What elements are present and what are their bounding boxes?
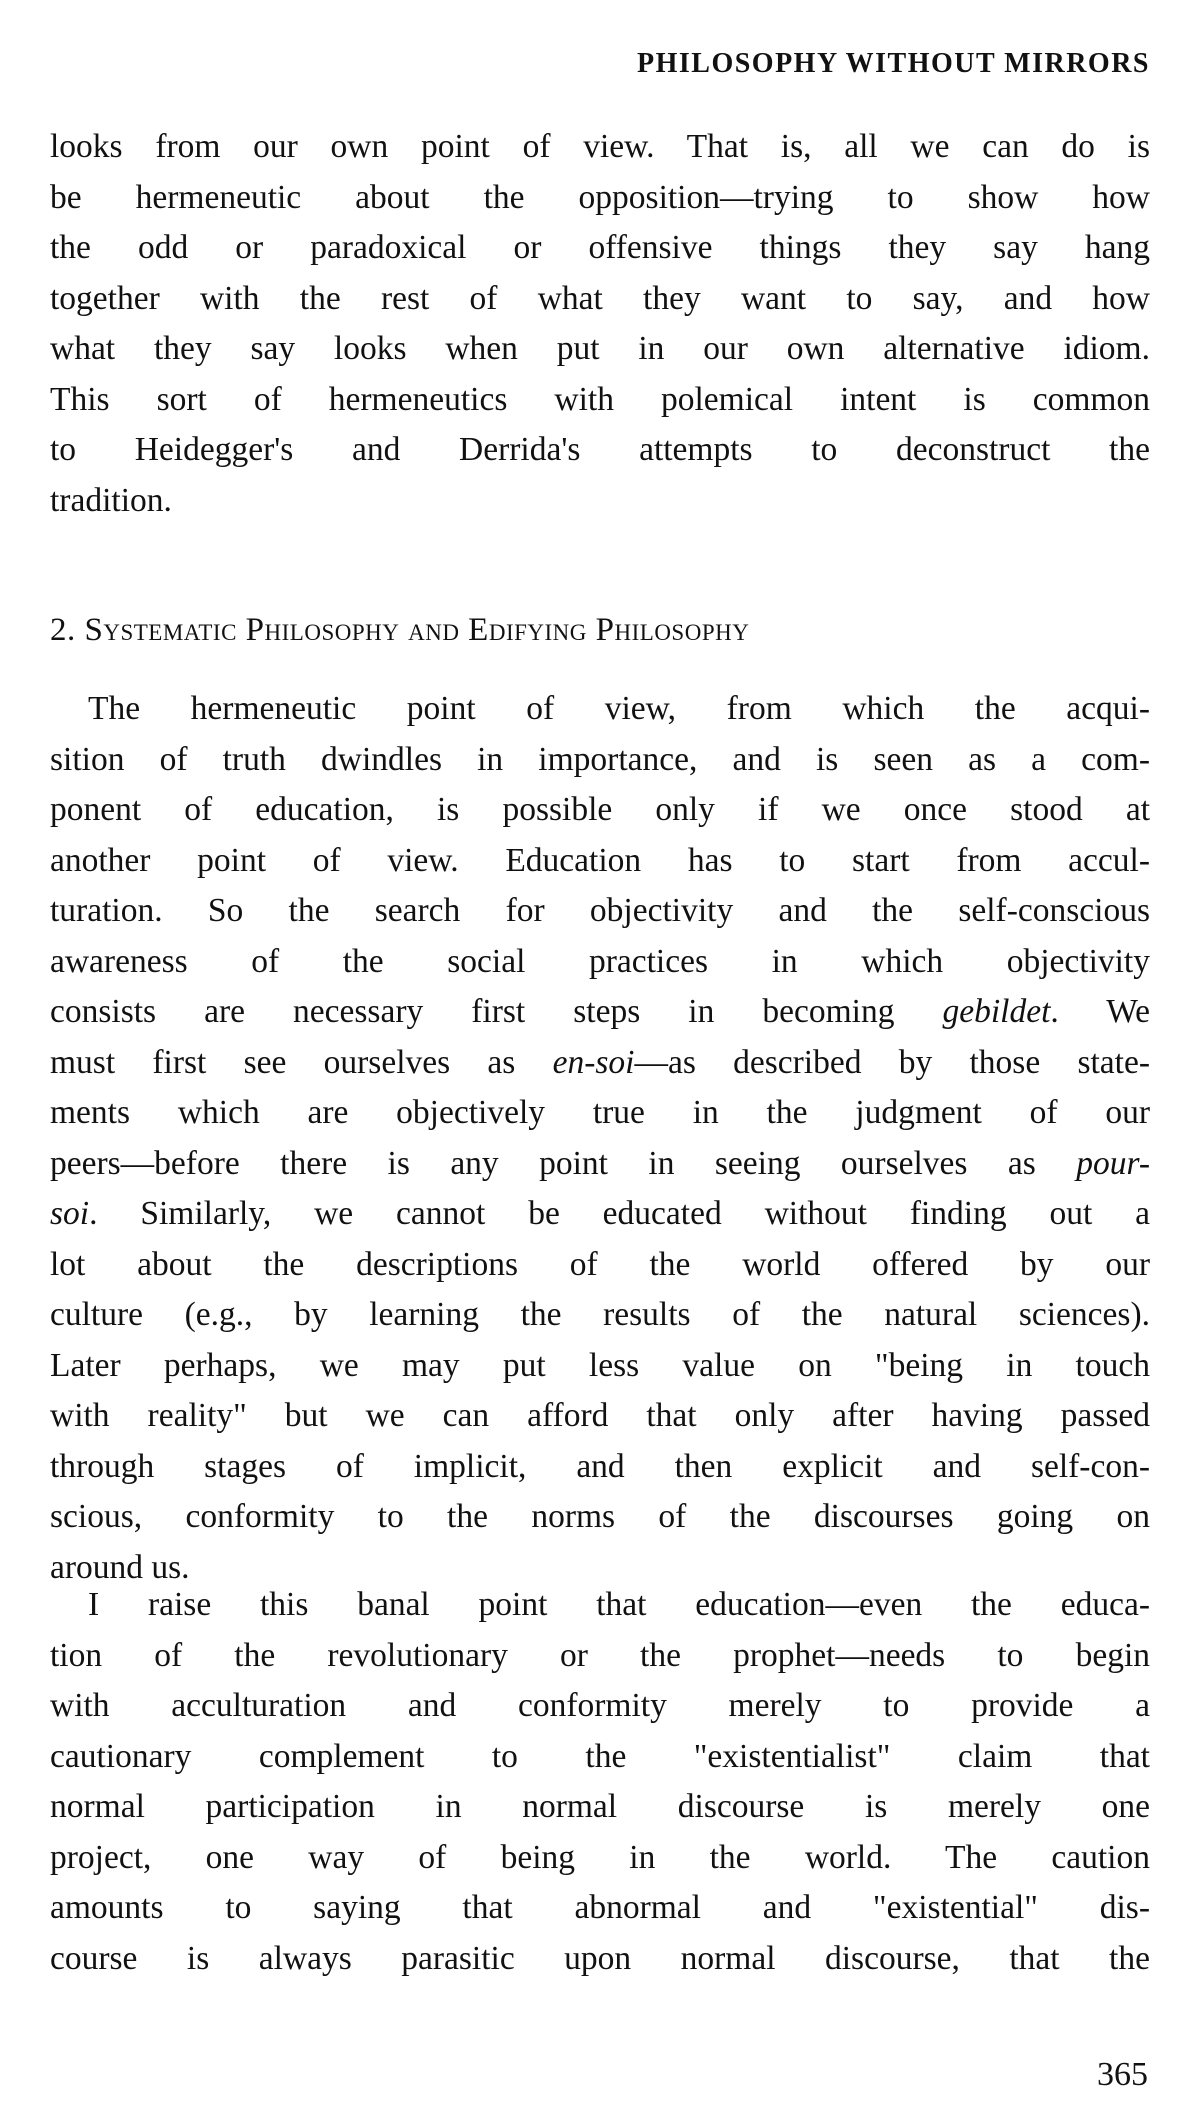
italic-term: en-soi [552,1043,635,1081]
text-line: scious, conformity to the norms of the discourses going on [50,1498,1150,1535]
paragraph [50,684,1150,1593]
section-heading [50,612,749,649]
text-run: consists are necessary first steps in becoming [50,993,895,1030]
text-run: . We [1050,993,1151,1030]
text-line: around us. [50,1548,190,1586]
text-line-mixed [50,1038,1150,1089]
text-line: I raise this banal point that education—even the educa- [88,1586,1150,1623]
page-number: 365 [1097,2056,1148,2093]
text-run: peers—before there is any point in seeing ourselves as [50,1144,1036,1182]
text-line: what they say looks when put in our own alternative idiom. [50,330,1150,367]
text-line: with acculturation and conformity merely to provide a [50,1687,1150,1724]
section-title: Systematic Philosophy and Edifying Philosophy [84,612,750,648]
text-line-mixed [50,1139,1150,1190]
text-line: ponent of education, is possible only if we once stood at [50,791,1150,828]
text-line: with reality" but we can afford that only after having passed [50,1397,1150,1434]
text-line: awareness of the social practices in which objectivity [50,942,1150,980]
text-line: another point of view. Education has to start from accul- [50,841,1150,879]
text-line: sition of truth dwindles in importance, and is seen as a com- [50,740,1150,778]
text-line: be hermeneutic about the opposition—trying to show how [50,178,1150,216]
paragraph-continued [50,122,1150,526]
text-line: course is always parasitic upon normal discourse, that the [50,1939,1150,1977]
section-number: 2. [50,612,76,648]
text-line: the odd or paradoxical or offensive things they say hang [50,229,1150,266]
text-line: This sort of hermeneutics with polemical intent is common [50,380,1150,418]
paragraph [50,1580,1150,1984]
text-line: ments which are objectively true in the judgment of our [50,1094,1150,1131]
italic-term: soi [50,1195,90,1232]
italic-term: gebildet [942,993,1051,1030]
text-line: looks from our own point of view. That is, all we can do is [50,128,1150,165]
text-run: must first see ourselves as [50,1043,516,1081]
text-line: The hermeneutic point of view, from which the acqui- [88,690,1150,727]
text-line: tradition. [50,481,172,519]
text-line: Later perhaps, we may put less value on "being in touch [50,1346,1150,1384]
text-line: culture (e.g., by learning the results of the natural sciences). [50,1296,1150,1333]
text-line: amounts to saying that abnormal and "existential" dis- [50,1889,1150,1926]
text-run: —as described by those state- [634,1043,1150,1081]
text-line-mixed [50,987,1150,1038]
text-line: cautionary complement to the "existentialist" claim that [50,1737,1150,1775]
text-line: tion of the revolutionary or the prophet—needs to begin [50,1636,1150,1674]
text-run: . Similarly, we cannot be educated without finding out a [89,1195,1150,1232]
text-line: turation. So the search for objectivity and the self-conscious [50,892,1150,929]
text-line: to Heidegger's and Derrida's attempts to deconstruct the [50,431,1150,468]
text-line-mixed [50,1189,1150,1240]
text-line: through stages of implicit, and then explicit and self-con- [50,1447,1150,1485]
text-line: project, one way of being in the world. The caution [50,1838,1150,1876]
running-head: PHILOSOPHY WITHOUT MIRRORS [636,48,1150,79]
text-line: together with the rest of what they want to say, and how [50,279,1150,317]
text-line: normal participation in normal discourse is merely one [50,1788,1150,1825]
italic-term: pour- [1076,1144,1150,1182]
text-line: lot about the descriptions of the world offered by our [50,1245,1150,1283]
